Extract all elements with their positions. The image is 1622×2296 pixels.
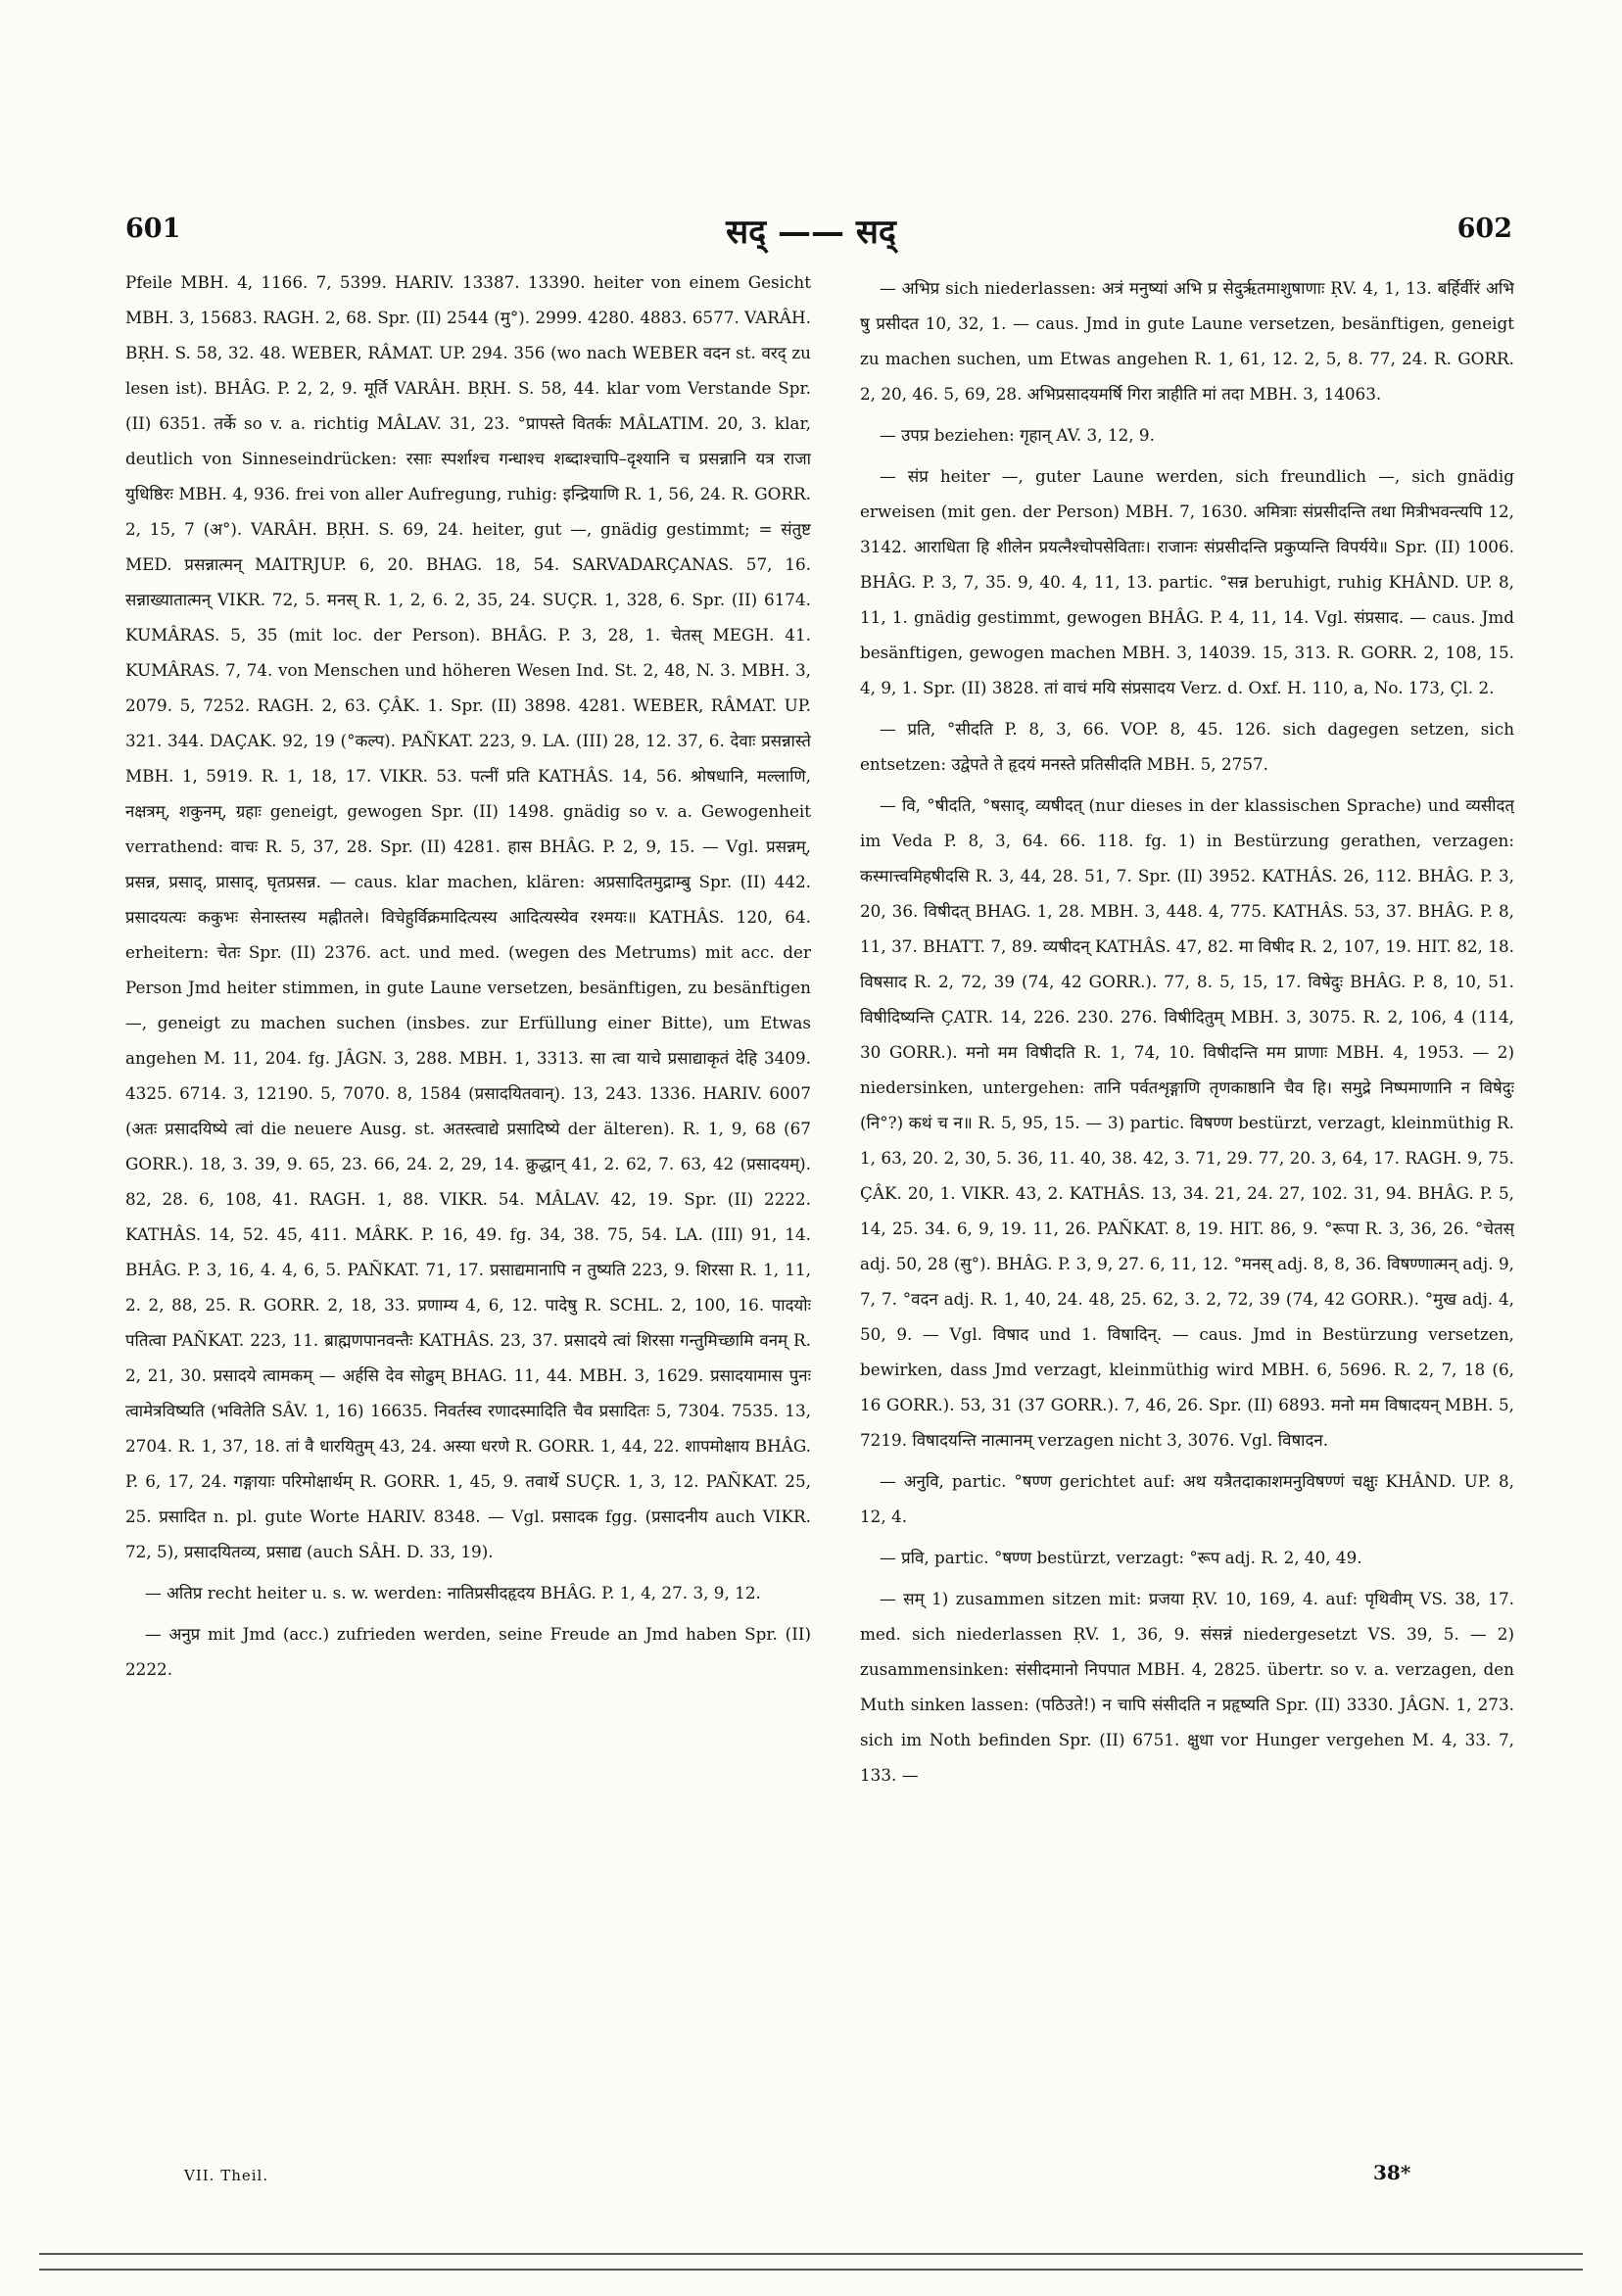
entry-paragraph: — संप्र heiter —, guter Laune werden, sich freundlich —, sich gnädig erweisen (mit gen. der Person) MBH. 7, 1630. अमित्राः संप्रसीदन्ति तथा मित्रीभवन्त्यपि 12, 3142. आराधिता हि शीलेन प्रयत्नैश्चोपसेविताः। राजानः संप्रसीदन्ति प्रकुप्यन्ति विपर्यये॥ Spr. (II) 1006. BHÂG. P. 3, 7, 35. 9, 40. 4, 11, 13. partic. °सन्न beruhigt, ruhig KHÂND. UP. 8, 11, 1. gnädig gestimmt, gewogen BHÂG. P. 4, 11, 14. Vgl. संप्रसाद. — caus. Jmd besänftigen, gewogen machen MBH. 3, 14039. 15, 313. R. GORR. 2, 108, 15. 4, 9, 1. Spr. (II) 3828. तां वाचं मयि संप्रसादय Verz. d. Oxf. H. 110, a, No. 173, Çl. 2.	[860, 466, 1514, 697]
entry-paragraph: — अतिप्र recht heiter u. s. w. werden: नातिप्रसीदहृदय BHÂG. P. 1, 4, 27. 3, 9, 12.	[145, 1583, 761, 1602]
entry-paragraph: — प्रवि, partic. °षण्ण bestürzt, verzagt: °रूप adj. R. 2, 40, 49.	[880, 1548, 1362, 1567]
left-column	[125, 264, 811, 2155]
volume-label: VII. Theil.	[184, 2167, 269, 2184]
entry-paragraph: — अनुप्र mit Jmd (acc.) zufrieden werden, seine Freude an Jmd haben Spr. (II) 2222.	[125, 1624, 811, 1679]
right-column	[860, 264, 1514, 2155]
entry-paragraph: — उपप्र beziehen: गृहान् AV. 3, 12, 9.	[880, 425, 1155, 445]
entry-paragraph: — वि, °षीदति, °षसाद्, व्यषीदत् (nur dieses in der klassischen Sprache) und व्यसीदत् im Veda P. 8, 3, 64. 66. 118. fg. 1) in Bestürzung gerathen, verzagen: कस्मात्त्वमिहषीदसि R. 3, 44, 28. 51, 7. Spr. (II) 3952. KATHÂS. 26, 112. BHÂG. P. 3, 20, 36. विषीदत् BHAG. 1, 28. MBH. 3, 448. 4, 775. KATHÂS. 53, 37. BHÂG. P. 8, 11, 37. BHATT. 7, 89. व्यषीदन् KATHÂS. 47, 82. मा विषीद R. 2, 107, 19. HIT. 82, 18. विषसाद R. 2, 72, 39 (74, 42 GORR.). 77, 8. 5, 15, 17. विषेदुः BHÂG. P. 8, 10, 51. विषीदिष्यन्ति ÇATR. 14, 226. 230. 276. विषीदितुम् MBH. 3, 3075. R. 2, 106, 4 (114, 30 GORR.). मनो मम विषीदति R. 1, 74, 10. विषीदन्ति मम प्राणाः MBH. 4, 1953. — 2) niedersinken, untergehen: तानि पर्वतशृङ्गाणि तृणकाष्ठानि चैव हि। समुद्रे निष्पमाणानि न विषेदुः (नि°?) कथं च न॥ R. 5, 95, 15. — 3) partic. विषण्ण bestürzt, verzagt, kleinmüthig R. 1, 63, 20. 2, 30, 5. 36, 11. 40, 38. 42, 3. 71, 29. 77, 20. 3, 64, 17. RAGH. 9, 75. ÇÂK. 20, 1. VIKR. 43, 2. KATHÂS. 13, 34. 21, 24. 27, 102. 31, 94. BHÂG. P. 5, 14, 25. 34. 6, 9, 19. 11, 26. PAÑKAT. 8, 19. HIT. 86, 9. °रूपा R. 3, 36, 26. °चेतस् adj. 50, 28 (सु°). BHÂG. P. 3, 9, 27. 6, 11, 12. °मनस् adj. 8, 8, 36. विषण्णात्मन् adj. 9, 7, 7. °वदन adj. R. 1, 40, 24. 48, 25. 62, 3. 2, 72, 39 (74, 42 GORR.). °मुख adj. 4, 50, 9. — Vgl. विषाद und 1. विषादिन्. — caus. Jmd in Bestürzung versetzen, bewirken, dass Jmd verzagt, kleinmüthig wird MBH. 6, 5696. R. 2, 7, 18 (6, 16 GORR.). 53, 31 (37 GORR.). 7, 46, 26. Spr. (II) 6893. मनो मम विषादयन् MBH. 5, 7219. विषादयन्ति नात्मानम् verzagen nicht 3, 3076. Vgl. विषादन.	[860, 795, 1514, 1450]
entry-paragraph: — प्रति, °सीदति P. 8, 3, 66. VOP. 8, 45. 126. sich dagegen setzen, sich entsetzen: उद्वेपते ते हृदयं मनस्ते प्रतिसीदति MBH. 5, 2757.	[860, 719, 1514, 774]
running-headword: सद् —— सद्	[726, 213, 896, 252]
signature-mark: 38*	[1373, 2161, 1411, 2184]
entry-paragraph: — अनुवि, partic. °षण्ण gerichtet auf: अथ यत्रैतदाकाशमनुविषण्णं चक्षुः KHÂND. UP. 8, 12, 4.	[860, 1471, 1514, 1526]
page-number-left: 601	[125, 214, 181, 244]
entry-paragraph: — सम् 1) zusammen sitzen mit: प्रजया ṚV. 10, 169, 4. auf: पृथिवीम् VS. 38, 17. med. sich niederlassen ṚV. 1, 36, 9. संसन्नं niedergesetzt VS. 39, 5. — 2) zusammensinken: संसीदमानो निपपात MBH. 4, 2825. übertr. so v. a. verzagen, den Muth sinken lassen: (पठिउते!) न चापि संसीदति न प्रहृष्यति Spr. (II) 3330. JÂGN. 1, 273. sich im Noth befinden Spr. (II) 6751. क्षुधा vor Hunger vergehen M. 4, 33. 7, 133. —	[860, 1589, 1514, 1785]
page-number-right: 602	[1456, 214, 1512, 244]
entry-paragraph: — अभिप्र sich niederlassen: अत्रं मनुष्यां अभि प्र सेदुर्ऋतमाशुषाणाः ṚV. 4, 1, 13. बर्हिर्वीरं अभि षु प्रसीदत 10, 32, 1. — caus. Jmd in gute Laune versetzen, besänftigen, geneigt zu machen suchen, um Etwas angehen R. 1, 61, 12. 2, 5, 8. 77, 24. R. GORR. 2, 20, 46. 5, 69, 28. अभिप्रसादयमर्षि गिरा त्राहीति मां तदा MBH. 3, 14063.	[860, 278, 1514, 404]
entry-paragraph: Pfeile MBH. 4, 1166. 7, 5399. HARIV. 13387. 13390. heiter von einem Gesicht MBH. 3, 15683. RAGH. 2, 68. Spr. (II) 2544 (मु°). 2999. 4280. 4883. 6577. VARÂH. BṚH. S. 58, 32. 48. WEBER, RÂMAT. UP. 294. 356 (wo nach WEBER वदन st. वरद् zu lesen ist). BHÂG. P. 2, 2, 9. मूर्ति VARÂH. BṚH. S. 58, 44. klar vom Verstande Spr. (II) 6351. तर्के so v. a. richtig MÂLAV. 31, 23. °प्रापस्ते वितर्कः MÂLATIM. 20, 3. klar, deutlich von Sinneseindrücken: रसाः स्पर्शाश्च गन्धाश्च शब्दाश्चापि–दृश्यानि च प्रसन्नानि यत्र राजा युधिष्ठिरः MBH. 4, 936. frei von aller Aufregung, ruhig: इन्द्रियाणि R. 1, 56, 24. R. GORR. 2, 15, 7 (अ°). VARÂH. BṚH. S. 69, 24. heiter, gut —, gnädig gestimmt; = संतुष्ट MED. प्रसन्नात्मन् MAITRJUP. 6, 20. BHAG. 18, 54. SARVADARÇANAS. 57, 16. सन्नाख्यातात्मन् VIKR. 72, 5. मनस् R. 1, 2, 6. 2, 35, 24. SUÇR. 1, 328, 6. Spr. (II) 6174. KUMÂRAS. 5, 35 (mit loc. der Person). BHÂG. P. 3, 28, 1. चेतस् MEGH. 41. KUMÂRAS. 7, 74. von Menschen und höheren Wesen Ind. St. 2, 48, N. 3. MBH. 3, 2079. 5, 7252. RAGH. 2, 63. ÇÂK. 1. Spr. (II) 3898. 4281. WEBER, RÂMAT. UP. 321. 344. DAÇAK. 92, 19 (°कल्प). PAÑKAT. 223, 9. LA. (III) 28, 12. 37, 6. देवाः प्रसन्नास्ते MBH. 1, 5919. R. 1, 18, 17. VIKR. 53. पत्नीं प्रति KATHÂS. 14, 56. श्रोषधानि, मल्लाणि, नक्षत्रम्, शकुनम्, ग्रहाः geneigt, gewogen Spr. (II) 1498. gnädig so v. a. Gewogenheit verrathend: वाचः R. 5, 37, 28. Spr. (II) 4281. हास BHÂG. P. 2, 9, 15. — Vgl. प्रसन्नम्, प्रसन्न, प्रसाद्, प्रासाद्, घृतप्रसन्न. — caus. klar machen, klären: अप्रसादितमुद्राम्बु Spr. (II) 442. प्रसादयत्यः ककुभः सेनास्तस्य मह्नीतले। विचेहुर्विक्रमादित्यस्य आदित्यस्येव रश्मयः॥ KATHÂS. 120, 64. erheitern: चेतः Spr. (II) 2376. act. und med. (wegen des Metrums) mit acc. der Person Jmd heiter stimmen, in gute Laune versetzen, besänftigen, zu besänftigen —, geneigt zu machen suchen (insbes. zur Erfüllung einer Bitte), um Etwas angehen M. 11, 204. fg. JÂGN. 3, 288. MBH. 1, 3313. सा त्वा याचे प्रसाद्याकृतं देहि 3409. 4325. 6714. 3, 12190. 5, 7070. 8, 1584 (प्रसादयितवान्). 13, 243. 1336. HARIV. 6007 (अतः प्रसादयिष्ये त्वां die neuere Ausg. st. अतस्त्वाद्ये प्रसादिष्ये der älteren). R. 1, 9, 68 (67 GORR.). 18, 3. 39, 9. 65, 23. 66, 24. 2, 29, 14. क्रुद्धान् 41, 2. 62, 7. 63, 42 (प्रसादयम्). 82, 28. 6, 108, 41. RAGH. 1, 88. VIKR. 54. MÂLAV. 42, 19. Spr. (II) 2222. KATHÂS. 14, 52. 45, 411. MÂRK. P. 16, 49. fg. 34, 38. 75, 54. LA. (III) 91, 14. BHÂG. P. 3, 16, 4. 4, 6, 5. PAÑKAT. 71, 17. प्रसाद्यमानापि न तुष्यति 223, 9. शिरसा R. 1, 11, 2. 2, 88, 25. R. GORR. 2, 18, 33. प्रणाम्य 4, 6, 12. पादेषु R. SCHL. 2, 100, 16. पादयोः पतित्वा PAÑKAT. 223, 11. ब्राह्मणपानवन्तैः KATHÂS. 23, 37. प्रसादये त्वां शिरसा गन्तुमिच्छामि वनम् R. 2, 21, 30. प्रसादये त्वामकम् — अर्हसि देव सोढुम् BHAG. 11, 44. MBH. 3, 1629. प्रसादयामास पुनः त्वामेत्रविष्यति (भवितेति SÂV. 1, 16) 16635. निवर्तस्व रणादस्मादिति चैव प्रसादितः 5, 7304. 7535. 13, 2704. R. 1, 37, 18. तां वै धारयितुम् 43, 24. अस्या धरणे R. GORR. 1, 44, 22. शापमोक्षाय BHÂG. P. 6, 17, 24. गङ्गायाः परिमोक्षार्थम् R. GORR. 1, 45, 9. तवार्थे SUÇR. 1, 3, 12. PAÑKAT. 25, 25. प्रसादित n. pl. gute Worte HARIV. 8348. — Vgl. प्रसादक fgg. (प्रसादनीय auch VIKR. 72, 5), प्रसादयितव्य, प्रसाद्य (auch SÂH. D. 33, 19).	[125, 272, 811, 1561]
bottom-rule	[39, 2253, 1583, 2255]
bottom-rule	[39, 2269, 1583, 2271]
